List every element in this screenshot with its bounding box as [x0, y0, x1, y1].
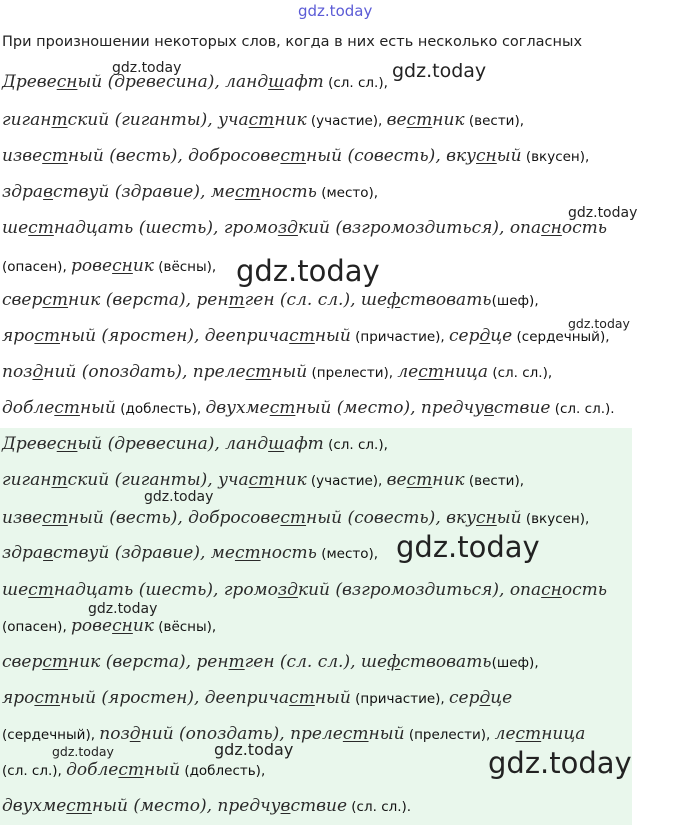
italic-text: ник [274, 470, 307, 490]
watermark: gdz.today [214, 740, 294, 759]
italic-text: ве [386, 110, 407, 130]
plain-text: (опасен), [2, 619, 72, 635]
italic-text: ость [561, 218, 607, 238]
exercise-heading: При произношении некоторых слов, когда в них есть несколько согласных [2, 34, 583, 50]
italic-text [407, 110, 433, 130]
underlined-consonants: ф [387, 290, 401, 310]
italic-text: ний (опоздать), преле [43, 362, 246, 382]
italic-text: ный (совесть), вку [306, 146, 477, 166]
italic-text: сер [449, 326, 480, 346]
italic-text: ствие [493, 398, 551, 418]
text-line [2, 182, 378, 202]
italic-text: ствие [290, 796, 347, 816]
underlined-consonants: сн [56, 434, 78, 454]
plain-text: (доблесть), [115, 401, 206, 417]
italic-text: ле [494, 724, 516, 744]
underlined-consonants: ф [387, 652, 401, 672]
italic-text: добле [66, 760, 119, 780]
watermark: gdz.today [392, 60, 487, 82]
italic-text [130, 724, 141, 744]
text-line [2, 72, 388, 92]
italic-text: ский (гиганты), уча [67, 470, 249, 490]
watermark: gdz.today [488, 746, 632, 780]
underlined-consonants: ст [42, 290, 69, 310]
italic-text: ик [132, 616, 154, 636]
italic-text [57, 434, 78, 454]
text-line [2, 724, 585, 744]
plain-text: (место), [316, 546, 379, 562]
underlined-consonants: ст [248, 470, 275, 490]
plain-text: (сл. сл.), [323, 437, 388, 453]
underlined-consonants: ст [289, 326, 315, 346]
underlined-consonants: ш [268, 72, 285, 92]
italic-text: кий (взгромоздиться), опа [297, 580, 542, 600]
italic-text [246, 362, 272, 382]
underlined-consonants: ст [289, 688, 315, 708]
italic-text [387, 290, 400, 310]
underlined-consonants: ст [245, 362, 272, 382]
plain-text: (шеф), [491, 293, 539, 309]
italic-text [541, 218, 562, 238]
underlined-consonants: т [51, 470, 68, 490]
italic-text: надцать (шесть), громо [53, 218, 278, 238]
italic-text: ник [274, 110, 307, 130]
italic-text: здра [2, 543, 44, 563]
plain-text: (вёсны), [153, 619, 217, 635]
italic-text [541, 580, 562, 600]
italic-text: ский (гиганты), уча [67, 110, 249, 130]
plain-text: (вёсны), [153, 259, 217, 275]
underlined-consonants: ст [118, 760, 145, 780]
underlined-consonants: ст [66, 796, 92, 816]
italic-text: ный [79, 398, 116, 418]
italic-text [516, 724, 542, 744]
italic-text [112, 616, 133, 636]
underlined-consonants: сн [112, 256, 133, 276]
italic-text: ный [314, 688, 351, 708]
underlined-consonants: ст [54, 398, 80, 418]
italic-text: ствуй (здравие), ме [52, 543, 235, 563]
italic-text: ник [432, 110, 465, 130]
italic-text [387, 652, 400, 672]
text-line [2, 434, 388, 454]
italic-text: надцать (шесть), громо [53, 580, 278, 600]
text-line [2, 290, 539, 310]
italic-text [268, 434, 284, 454]
underlined-consonants: ст [515, 724, 542, 744]
italic-text [43, 543, 53, 563]
italic-text [229, 290, 245, 310]
italic-text: ый [496, 508, 522, 528]
underlined-consonants: ст [280, 146, 307, 166]
plain-text: (прелести), [404, 727, 495, 743]
italic-text: ген (сл. сл.), ше [244, 652, 388, 672]
italic-text: ный (весть), добросове [67, 146, 281, 166]
plain-text: (место), [316, 185, 379, 201]
italic-text [278, 218, 298, 238]
site-watermark-top: gdz.today [298, 2, 373, 20]
text-line [2, 470, 524, 490]
italic-text [57, 72, 78, 92]
underlined-consonants: д [479, 326, 491, 346]
underlined-consonants: в [280, 796, 291, 816]
italic-text: яро [2, 326, 35, 346]
underlined-consonants: т [228, 290, 245, 310]
italic-text [34, 688, 60, 708]
plain-text: (сердечный), [2, 727, 100, 743]
italic-text: ный [144, 760, 181, 780]
italic-text [34, 326, 60, 346]
italic-text: добле [2, 398, 55, 418]
text-line [2, 508, 589, 528]
text-line [2, 110, 524, 130]
watermark: gdz.today [568, 316, 630, 331]
italic-text: Древе [2, 72, 57, 92]
watermark: gdz.today [88, 601, 158, 617]
italic-text: афт [284, 434, 324, 454]
plain-text: (прелести), [307, 365, 398, 381]
underlined-consonants: ст [234, 182, 261, 202]
plain-text: (шеф), [491, 655, 539, 671]
italic-text: ый (древесина), ланд [77, 72, 269, 92]
underlined-consonants: сн [476, 508, 497, 528]
plain-text: (сл. сл.). [347, 799, 412, 815]
plain-text: (вкусен), [521, 149, 590, 165]
underlined-consonants: ст [34, 688, 61, 708]
text-line [2, 543, 378, 563]
underlined-consonants: т [228, 652, 245, 672]
underlined-consonants: ст [42, 146, 68, 166]
italic-text [32, 362, 43, 382]
underlined-consonants: зд [277, 218, 298, 238]
underlined-consonants: ст [28, 218, 54, 238]
text-line [2, 616, 216, 636]
italic-text [343, 724, 369, 744]
text-line [2, 580, 607, 600]
italic-text: ше [2, 218, 29, 238]
plain-text: (опасен), [2, 259, 72, 275]
italic-text: афт [284, 72, 324, 92]
italic-text: рове [71, 616, 113, 636]
italic-text: ница [541, 724, 586, 744]
italic-text: свер [2, 290, 43, 310]
underlined-consonants: сн [476, 146, 497, 166]
italic-text: сер [449, 688, 480, 708]
underlined-consonants: ст [42, 508, 68, 528]
text-line [2, 688, 512, 708]
italic-text [289, 688, 315, 708]
text-line [2, 326, 610, 346]
plain-text: (сл. сл.). [550, 401, 615, 417]
italic-text [480, 326, 491, 346]
italic-text: ый (древесина), ланд [77, 434, 269, 454]
plain-text: (причастие), [350, 691, 450, 707]
italic-text [280, 146, 306, 166]
text-line [2, 218, 607, 238]
underlined-consonants: в [43, 543, 53, 563]
text-line [2, 398, 615, 418]
underlined-consonants: сн [112, 616, 133, 636]
italic-text [281, 796, 291, 816]
italic-text [42, 508, 68, 528]
italic-text: ник [432, 470, 465, 490]
italic-text [235, 543, 261, 563]
italic-text: ность [260, 182, 317, 202]
underlined-consonants: ст [406, 470, 433, 490]
italic-text: здра [2, 182, 44, 202]
italic-text: це [490, 688, 513, 708]
underlined-consonants: сн [541, 218, 562, 238]
italic-text: це [490, 326, 513, 346]
underlined-consonants: сн [541, 580, 562, 600]
italic-text: ник (верста), рен [68, 290, 229, 310]
italic-text [249, 470, 275, 490]
italic-text: ик [132, 256, 154, 276]
plain-text: (доблесть), [180, 763, 266, 779]
plain-text: (участие), [306, 473, 387, 489]
underlined-consonants: ст [269, 398, 296, 418]
italic-text [418, 362, 444, 382]
italic-text [28, 218, 54, 238]
italic-text [42, 652, 68, 672]
italic-text [484, 398, 494, 418]
underlined-consonants: д [129, 724, 141, 744]
underlined-consonants: сн [56, 72, 78, 92]
italic-text: ствуй (здравие), ме [52, 182, 235, 202]
underlined-consonants: ст [248, 110, 275, 130]
plain-text: (вести), [464, 113, 525, 129]
italic-text [42, 290, 68, 310]
italic-text: поз [2, 362, 33, 382]
text-line [2, 146, 589, 166]
italic-text: кий (взгромоздиться), опа [297, 218, 542, 238]
text-line [2, 760, 265, 780]
italic-text: ствовать [400, 652, 492, 672]
italic-text: ный [314, 326, 351, 346]
italic-text [51, 470, 67, 490]
italic-text: Древе [2, 434, 57, 454]
underlined-consonants: ст [34, 326, 61, 346]
italic-text: ве [386, 470, 407, 490]
italic-text: свер [2, 652, 43, 672]
text-line [2, 256, 216, 276]
plain-text: (вкусен), [521, 511, 590, 527]
underlined-consonants: в [484, 398, 494, 418]
italic-text [229, 652, 245, 672]
italic-text [249, 110, 275, 130]
italic-text: ный [271, 362, 308, 382]
italic-text: ле [397, 362, 419, 382]
italic-text: ный [368, 724, 405, 744]
underlined-consonants: т [51, 110, 68, 130]
underlined-consonants: ст [42, 652, 69, 672]
italic-text: двухме [2, 796, 67, 816]
watermark: gdz.today [236, 254, 380, 288]
italic-text: изве [2, 508, 43, 528]
italic-text: двухме [205, 398, 270, 418]
text-line [2, 652, 539, 672]
italic-text: ный (яростен), дееприча [60, 688, 290, 708]
italic-text [51, 110, 67, 130]
italic-text: ый [496, 146, 522, 166]
watermark: gdz.today [52, 744, 114, 759]
italic-text: ген (сл. сл.), ше [244, 290, 388, 310]
italic-text [118, 760, 144, 780]
italic-text [112, 256, 133, 276]
italic-text: гиган [2, 470, 52, 490]
italic-text [480, 688, 491, 708]
italic-text: поз [99, 724, 130, 744]
watermark: gdz.today [144, 489, 214, 505]
plain-text: (сл. сл.), [323, 75, 388, 91]
italic-text: ше [2, 580, 29, 600]
plain-text: (вести), [464, 473, 525, 489]
italic-text [476, 508, 497, 528]
plain-text: (сл. сл.), [488, 365, 553, 381]
italic-text [270, 398, 296, 418]
italic-text: ствовать [400, 290, 492, 310]
italic-text [268, 72, 284, 92]
italic-text: ный (весть), добросове [67, 508, 281, 528]
italic-text [407, 470, 433, 490]
italic-text: рове [71, 256, 113, 276]
italic-text [278, 580, 298, 600]
italic-text: ность [260, 543, 317, 563]
italic-text: ний (опоздать), преле [140, 724, 343, 744]
plain-text: (участие), [306, 113, 387, 129]
underlined-consonants: ст [28, 580, 54, 600]
underlined-consonants: ст [342, 724, 369, 744]
underlined-consonants: ст [280, 508, 307, 528]
italic-text [42, 146, 68, 166]
plain-text: (сердечный), [512, 329, 610, 345]
italic-text [280, 508, 306, 528]
underlined-consonants: ш [268, 434, 285, 454]
italic-text: ница [443, 362, 489, 382]
text-line [2, 362, 552, 382]
italic-text: ный (яростен), дееприча [60, 326, 290, 346]
italic-text: изве [2, 146, 43, 166]
underlined-consonants: д [479, 688, 491, 708]
italic-text [66, 796, 92, 816]
watermark: gdz.today [112, 60, 182, 76]
italic-text [54, 398, 80, 418]
underlined-consonants: в [43, 182, 53, 202]
italic-text [235, 182, 261, 202]
italic-text: гиган [2, 110, 52, 130]
italic-text [476, 146, 497, 166]
italic-text: ость [561, 580, 607, 600]
underlined-consonants: ст [418, 362, 444, 382]
watermark: gdz.today [568, 205, 638, 221]
italic-text: ный (место), предчу [295, 398, 484, 418]
italic-text [43, 182, 53, 202]
text-line [2, 796, 411, 816]
underlined-consonants: ст [406, 110, 433, 130]
italic-text: ный (место), предчу [91, 796, 281, 816]
underlined-consonants: ст [234, 543, 261, 563]
underlined-consonants: д [32, 362, 44, 382]
italic-text [289, 326, 315, 346]
italic-text: ный (совесть), вку [306, 508, 477, 528]
italic-text: ник (верста), рен [68, 652, 229, 672]
italic-text: яро [2, 688, 35, 708]
plain-text: (сл. сл.), [2, 763, 67, 779]
watermark: gdz.today [396, 530, 540, 564]
italic-text [28, 580, 54, 600]
underlined-consonants: зд [277, 580, 298, 600]
plain-text: (причастие), [350, 329, 450, 345]
